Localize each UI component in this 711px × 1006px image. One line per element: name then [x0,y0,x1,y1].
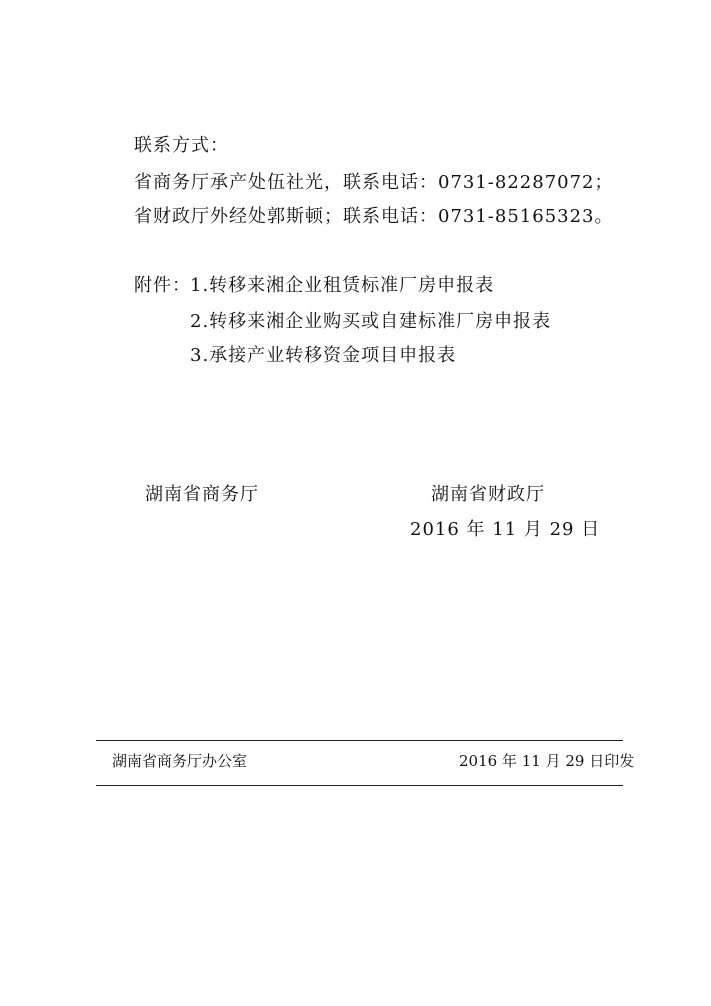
signature-org-commerce: 湖南省商务厅 [145,484,259,505]
footer-issue-date: 2016 年 11 月 29 日印发 [459,752,635,770]
attachment-item: 3.承接产业转移资金项目申报表 [190,345,457,366]
contact-line-commerce: 省商务厅承产处伍社光，联系电话：0731-82287072； [134,172,614,193]
attachment-item: 2.转移来湘企业购买或自建标准厂房申报表 [190,311,552,332]
contact-line-finance: 省财政厅外经处郭斯顿；联系电话：0731-85165323。 [134,206,614,227]
footer-issuer: 湖南省商务厅办公室 [112,752,248,770]
contact-heading: 联系方式： [134,135,229,156]
attachments-label: 附件： [134,275,191,296]
signature-date: 2016 年 11 月 29 日 [410,519,601,540]
attachment-item: 1.转移来湘企业租赁标准厂房申报表 [190,275,495,296]
footer-bottom-rule [96,785,623,786]
signature-org-finance: 湖南省财政厅 [431,484,545,505]
footer-top-rule [96,740,623,741]
